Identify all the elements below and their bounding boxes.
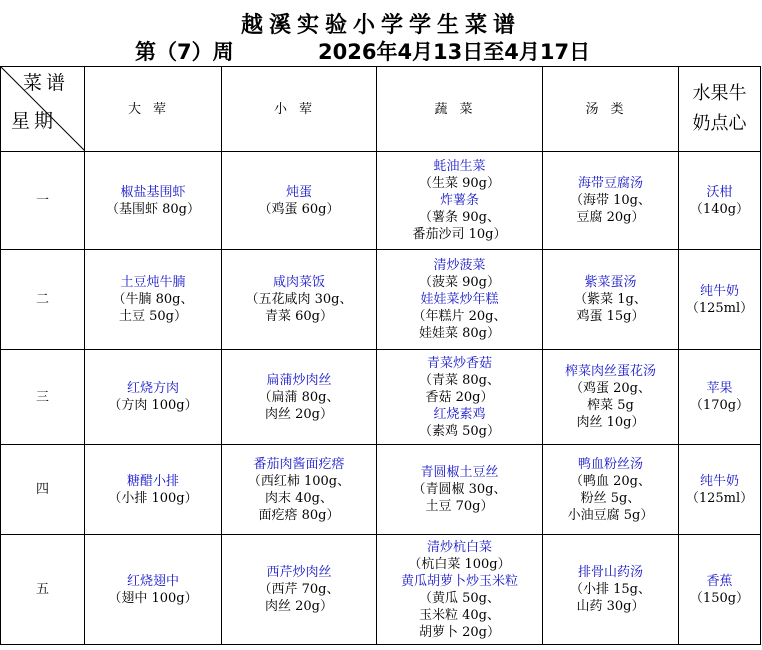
ingredient-line: （青圆椒 30g、 xyxy=(412,482,507,497)
ingredient-line: （扁蒲 80g、 xyxy=(258,389,340,405)
column-header-vegetable: 蔬菜 xyxy=(377,67,543,152)
dish-name: 娃娃菜炒年糕 xyxy=(420,292,499,307)
menu-cell-fruit xyxy=(679,350,761,445)
dish-name: 榨菜肉丝蛋花汤 xyxy=(564,364,656,379)
menu-cell-veg xyxy=(377,445,543,535)
dish-name: 红烧素鸡 xyxy=(433,406,486,422)
dish-name: 紫菜蛋汤 xyxy=(584,275,637,290)
menu-cell-soup xyxy=(543,535,679,645)
menu-cell-soup xyxy=(543,445,679,535)
dish-name: 西芹炒肉丝 xyxy=(266,565,332,580)
menu-cell-small xyxy=(222,535,377,645)
ingredient-line: 肉丝 20g） xyxy=(265,599,333,614)
ingredient-line: （翅中 100g） xyxy=(108,590,198,606)
menu-cell-meat xyxy=(85,152,222,250)
corner-label-weekday: 星期 xyxy=(11,110,58,132)
ingredient-line: （170g） xyxy=(689,398,750,413)
ingredient-line: （五花咸肉 30g、 xyxy=(245,292,353,307)
weekday-cell: 三 xyxy=(1,350,85,445)
table-row xyxy=(1,250,761,350)
ingredient-line: （小排 15g、 xyxy=(570,582,651,597)
ingredient-line: （西芹 70g、 xyxy=(258,582,340,597)
ingredient-line: 胡萝卜 20g） xyxy=(419,624,500,640)
dish-name: 椒盐基围虾 xyxy=(120,184,186,200)
menu-cell-fruit xyxy=(679,535,761,645)
dish-name: 鸭血粉丝汤 xyxy=(577,456,643,472)
column-header-soup: 汤类 xyxy=(543,67,679,152)
dish-name: 青圆椒土豆丝 xyxy=(420,465,499,480)
dish-name: 青菜炒香菇 xyxy=(426,355,492,371)
column-header-fruit-milk: 水果牛 奶点心 xyxy=(679,67,761,152)
ingredient-line: （125ml） xyxy=(685,490,754,506)
ingredient-line: （黄瓜 50g、 xyxy=(419,590,500,606)
menu-cell-fruit xyxy=(679,152,761,250)
menu-cell-soup xyxy=(543,250,679,350)
ingredient-line: 鸡蛋 15g） xyxy=(576,309,645,324)
dish-name: 红烧方肉 xyxy=(126,381,179,396)
ingredient-line: （鸭血 20g、 xyxy=(570,473,651,489)
ingredient-line: 土豆 70g） xyxy=(425,499,494,514)
menu-cell-meat xyxy=(85,350,222,445)
dish-name: 沃柑 xyxy=(706,184,733,200)
weekday-cell: 五 xyxy=(1,535,85,645)
dish-name: 海带豆腐汤 xyxy=(577,176,643,191)
header-row xyxy=(1,67,761,152)
menu-cell-small xyxy=(222,152,377,250)
ingredient-line: 番茄沙司 10g） xyxy=(412,227,507,242)
dish-name: 纯牛奶 xyxy=(699,283,739,299)
dish-name: 红烧翅中 xyxy=(126,573,179,589)
ingredient-line: （基围虾 80g） xyxy=(106,201,200,217)
ingredient-line: （薯条 90g、 xyxy=(419,210,500,225)
menu-cell-soup xyxy=(543,350,679,445)
ingredient-line: 玉米粒 40g、 xyxy=(419,607,500,623)
dish-name: 苹果 xyxy=(706,381,733,396)
menu-cell-veg xyxy=(377,152,543,250)
ingredient-line: （鸡蛋 60g） xyxy=(258,201,340,217)
ingredient-line: （小排 100g） xyxy=(108,490,198,506)
dish-name: 香蕉 xyxy=(706,573,733,589)
page-title: 越溪实验小学学生菜谱 xyxy=(240,13,521,38)
table-row xyxy=(1,445,761,535)
menu-table xyxy=(0,66,761,645)
ingredient-line: 榨菜 5g xyxy=(587,398,634,413)
dish-name: 糖醋小排 xyxy=(126,473,179,489)
ingredient-line: （年糕片 20g、 xyxy=(412,309,507,324)
subtitle xyxy=(0,36,762,64)
menu-cell-veg xyxy=(377,350,543,445)
ingredient-line: 山药 30g） xyxy=(576,599,645,614)
ingredient-line: 肉丝 10g） xyxy=(576,415,645,430)
ingredient-line: （海带 10g、 xyxy=(570,193,651,208)
dish-name: 土豆炖牛腩 xyxy=(120,275,186,290)
ingredient-line: 肉末 40g、 xyxy=(265,490,333,506)
ingredient-line: 青菜 60g） xyxy=(265,309,333,324)
ingredient-line: （鸡蛋 20g、 xyxy=(570,381,651,396)
corner-label-menu: 菜谱 xyxy=(23,72,70,94)
ingredient-line: （方肉 100g） xyxy=(108,398,198,413)
ingredient-line: （150g） xyxy=(689,590,750,606)
ingredient-line: （杭白菜 100g） xyxy=(408,556,511,572)
ingredient-line: 豆腐 20g） xyxy=(576,210,645,225)
dish-name: 炖蛋 xyxy=(285,184,312,200)
ingredient-line: 娃娃菜 80g） xyxy=(419,326,500,341)
ingredient-line: 面疙瘩 80g） xyxy=(258,507,340,523)
table-row xyxy=(1,350,761,445)
ingredient-line: （素鸡 50g） xyxy=(419,423,500,439)
ingredient-line: （紫菜 1g、 xyxy=(574,292,647,307)
dish-name: 纯牛奶 xyxy=(699,473,739,489)
column-header-meat: 大荤 xyxy=(85,67,222,152)
menu-cell-fruit xyxy=(679,445,761,535)
ingredient-line: （菠菜 90g） xyxy=(419,275,500,290)
date-range: 2026年4月13日至4月17日 xyxy=(318,40,591,64)
ingredient-line: 土豆 50g） xyxy=(119,309,187,324)
ingredient-line: （西红柿 100g、 xyxy=(247,473,351,489)
ingredient-line: 小油豆腐 5g） xyxy=(567,507,654,523)
weekday-cell: 二 xyxy=(1,250,85,350)
menu-cell-fruit xyxy=(679,250,761,350)
menu-cell-meat xyxy=(85,250,222,350)
ingredient-line: （125ml） xyxy=(685,300,754,316)
ingredient-line: （牛腩 80g、 xyxy=(112,292,194,307)
menu-cell-veg xyxy=(377,250,543,350)
dish-name: 咸肉菜饭 xyxy=(272,275,325,290)
weekday-cell: 一 xyxy=(1,152,85,250)
menu-cell-small xyxy=(222,250,377,350)
dish-name: 炸薯条 xyxy=(439,193,479,208)
dish-name: 番茄肉酱面疙瘩 xyxy=(253,456,345,472)
dish-name: 扁蒲炒肉丝 xyxy=(266,372,332,388)
week-number: 第（7）周 xyxy=(135,40,234,64)
column-header-small-meat: 小荤 xyxy=(222,67,377,152)
menu-cell-small xyxy=(222,445,377,535)
ingredient-line: 粉丝 5g、 xyxy=(580,490,641,506)
ingredient-line: 香菇 20g） xyxy=(425,389,494,405)
dish-name: 排骨山药汤 xyxy=(577,565,643,580)
ingredient-line: （140g） xyxy=(689,201,750,217)
dish-name: 清炒菠菜 xyxy=(433,258,486,273)
table-row xyxy=(1,535,761,645)
ingredient-line: 肉丝 20g） xyxy=(265,406,333,422)
ingredient-line: （青菜 80g、 xyxy=(419,372,500,388)
menu-cell-small xyxy=(222,350,377,445)
menu-cell-soup xyxy=(543,152,679,250)
menu-cell-veg xyxy=(377,535,543,645)
dish-name: 蚝油生菜 xyxy=(433,159,486,174)
corner-cell xyxy=(1,67,85,152)
weekday-cell: 四 xyxy=(1,445,85,535)
menu-cell-meat xyxy=(85,445,222,535)
dish-name: 清炒杭白菜 xyxy=(426,539,492,555)
ingredient-line: （生菜 90g） xyxy=(419,176,500,191)
table-row xyxy=(1,152,761,250)
dish-name: 黄瓜胡萝卜炒玉米粒 xyxy=(400,573,518,589)
menu-cell-meat xyxy=(85,535,222,645)
